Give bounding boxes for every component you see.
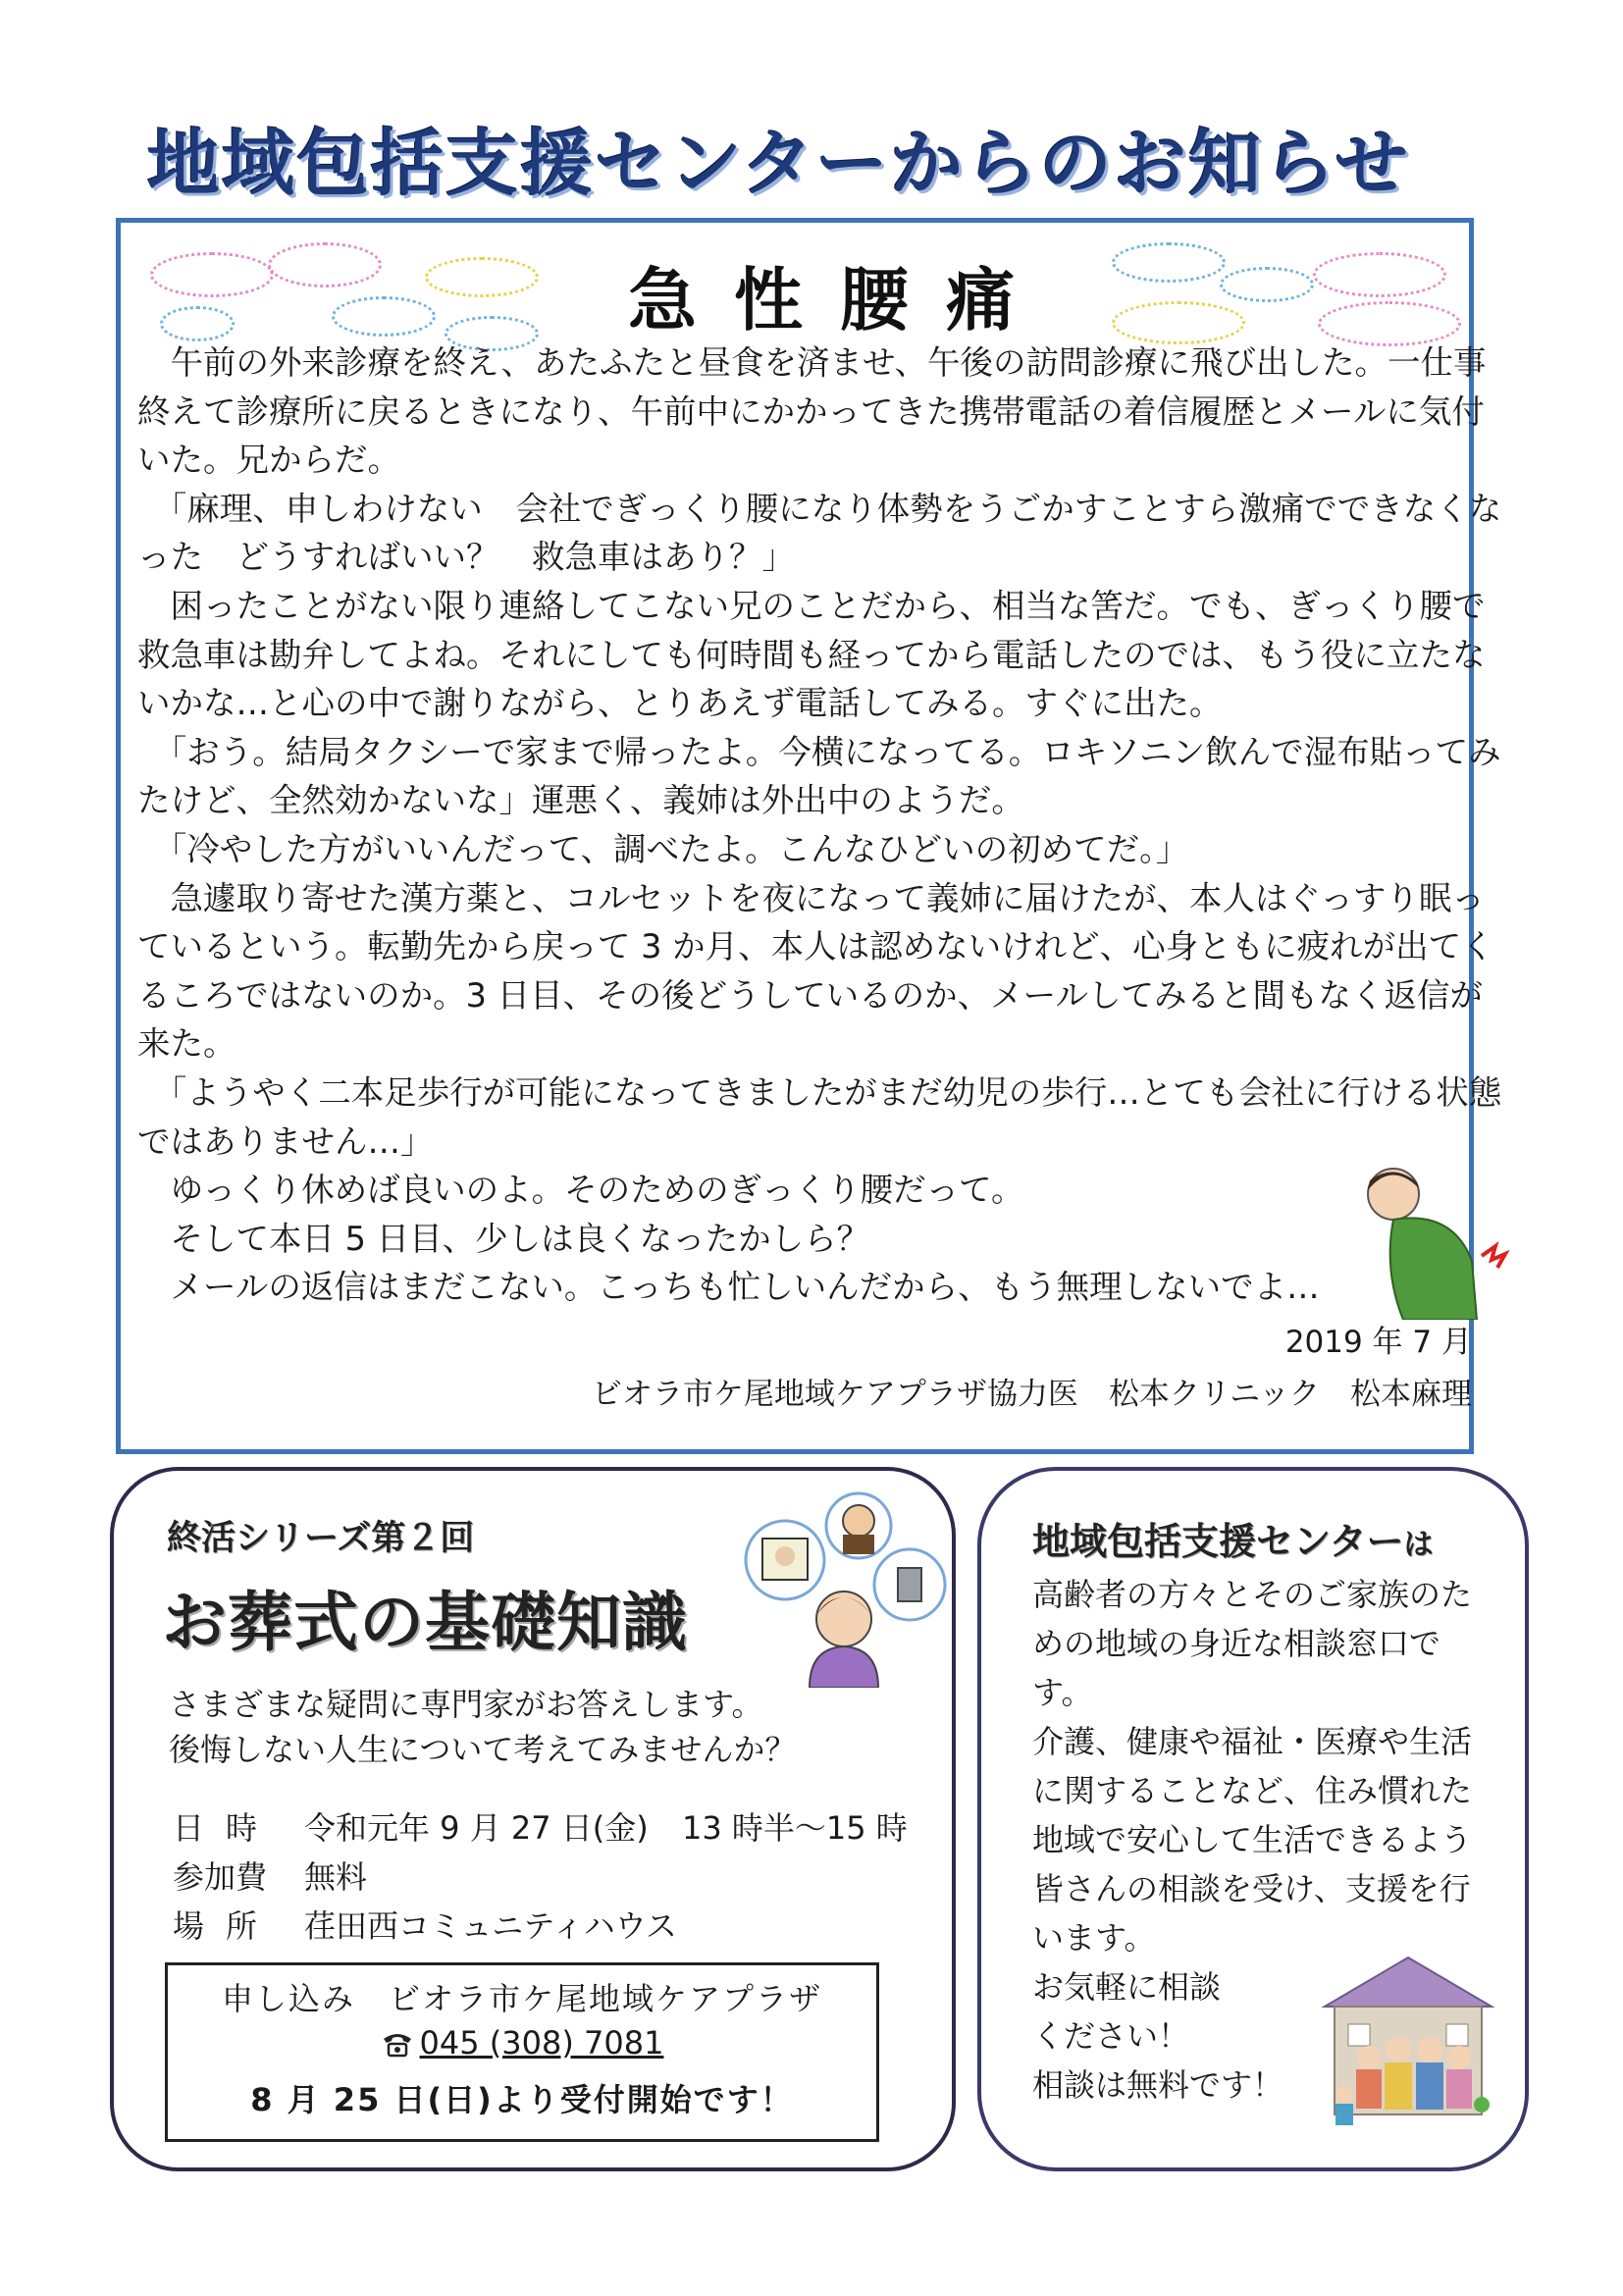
center-text-line: 相談は無料です！ xyxy=(1032,2066,1284,2104)
phone-number-text: 045 (308) 7081 xyxy=(419,2024,664,2061)
seminar-intro: 後悔しない人生について考えてみませんか？ xyxy=(169,1731,797,1768)
venue-label: 場所 xyxy=(173,1907,280,1945)
article-paragraph: 困ったことがない限り連絡してこない兄のことだから、相当な筈だ。でも、ぎっくり腰で救急車は勘弁してよね。それにしても何時間も経ってから電話したのでは、もう役に立たないかな…と心の中で謝りながら、とりあえず電話してみる。すぐに出た。 xyxy=(137,586,1486,723)
center-title-main: 地域包括支援センター xyxy=(1032,1520,1404,1563)
article-signature: ビオラ市ケ尾地域ケアプラザ協力医 松本クリニック 松本麻理 xyxy=(591,1377,1472,1412)
seminar-intro: さまざまな疑問に専門家がお答えします。 xyxy=(169,1686,763,1723)
phone-icon xyxy=(381,2030,414,2058)
article-paragraph: 午前の外来診療を終え、あたふたと昼食を済ませ、午後の訪問診療に飛び出した。一仕事終えて診療所に戻るときになり、午前中にかかってきた携帯電話の着信履歴とメールに気付いた。兄からだ。 xyxy=(137,343,1487,480)
article-paragraph: 「おう。結局タクシーで家まで帰ったよ。今横になってる。ロキソニン飲んで湿布貼ってみたけど、全然効かないな」運悪く、義姉は外出中のようだ。 xyxy=(137,732,1501,820)
article-body xyxy=(137,339,1506,1312)
page-title: 地域包括支援センターからのお知らせ xyxy=(147,122,1410,206)
center-title xyxy=(1032,1511,1433,1565)
back-pain-figure xyxy=(1335,1163,1521,1320)
date-label: 日時 xyxy=(173,1809,280,1847)
center-text-line: に関することなど、住み慣れた xyxy=(1032,1772,1473,1809)
article-paragraph: ゆっくり休めば良いのよ。そのためのぎっくり腰だって。 xyxy=(170,1171,1024,1210)
center-text-line: 地域で安心して生活できるよう xyxy=(1032,1821,1473,1858)
center-text-line: 高齢者の方々とそのご家族のた xyxy=(1032,1576,1473,1613)
firework-decoration xyxy=(1220,267,1314,302)
article-paragraph: 「麻理、申しわけない 会社でぎっくり腰になり体勢をうごかすことすら激痛でできなくなった どうすればいい？ 救急車はあり？」 xyxy=(137,489,1502,577)
firework-decoration xyxy=(1112,242,1226,283)
center-text-line: 介護、健康や福祉・医療や生活 xyxy=(1032,1723,1473,1760)
date-value: 令和元年 9 月 27 日(金) xyxy=(304,1809,649,1847)
center-text-line: す。 xyxy=(1032,1674,1093,1711)
funeral-illustration xyxy=(741,1491,947,1688)
firework-decoration xyxy=(150,252,274,297)
seminar-title: お葬式の基礎知識 xyxy=(162,1585,688,1660)
article-paragraph: メールの返信はまだこない。こっちも忙しいんだから、もう無理しないでよ… xyxy=(170,1268,1320,1307)
center-text-line: ください！ xyxy=(1032,2017,1190,2055)
application-info: 申し込み ビオラ市ケ尾地域ケアプラザ xyxy=(221,1980,822,2017)
firework-decoration xyxy=(160,306,235,341)
center-title-suffix: は xyxy=(1403,1528,1434,1562)
venue-value: 荏田西コミュニティハウス xyxy=(304,1907,677,1945)
series-label: 終活シリーズ第２回 xyxy=(167,1519,475,1558)
center-text-line: 皆さんの相談を受け、支援を行 xyxy=(1032,1870,1471,1907)
article-title: 急性腰痛 xyxy=(628,260,1052,340)
firework-decoration xyxy=(1313,252,1446,297)
fee-value: 無料 xyxy=(304,1858,368,1896)
center-text-line: お気軽に相談 xyxy=(1032,1968,1222,2006)
fee-label: 参加費 xyxy=(173,1858,268,1896)
firework-decoration xyxy=(268,242,382,287)
article-paragraph: 急遽取り寄せた漢方薬と、コルセットを夜になって義姉に届けたが、本人はぐっすり眠っているという。転勤先から戻って 3 か月、本人は認めないけれど、心身ともに疲れが出てくるころではないのか。3 日目、その後どうしているのか、メールしてみると間もなく返信が来た。 xyxy=(137,878,1494,1064)
center-text-line: めの地域の身近な相談窓口で xyxy=(1032,1625,1441,1662)
center-text-line: います。 xyxy=(1032,1919,1156,1957)
article-date: 2019 年 7 月 xyxy=(1284,1325,1472,1360)
family-illustration xyxy=(1315,1948,1501,2134)
reception-start: 8 月 25 日(日)より受付開始です！ xyxy=(250,2081,794,2118)
firework-decoration xyxy=(425,257,539,297)
time-value: 13 時半～15 時 xyxy=(682,1809,908,1847)
phone-number[interactable] xyxy=(165,2024,879,2061)
article-paragraph: そして本日 5 日目、少しは良くなったかしら？ xyxy=(170,1219,870,1258)
article-paragraph: 「ようやく二本足歩行が可能になってきましたがまだ幼児の歩行…とても会社に行ける状態ではありません…」 xyxy=(137,1072,1502,1161)
article-paragraph: 「冷やした方がいいんだって、調べたよ。こんなひどいの初めてだ。」 xyxy=(153,829,1189,868)
firework-decoration xyxy=(332,296,436,337)
